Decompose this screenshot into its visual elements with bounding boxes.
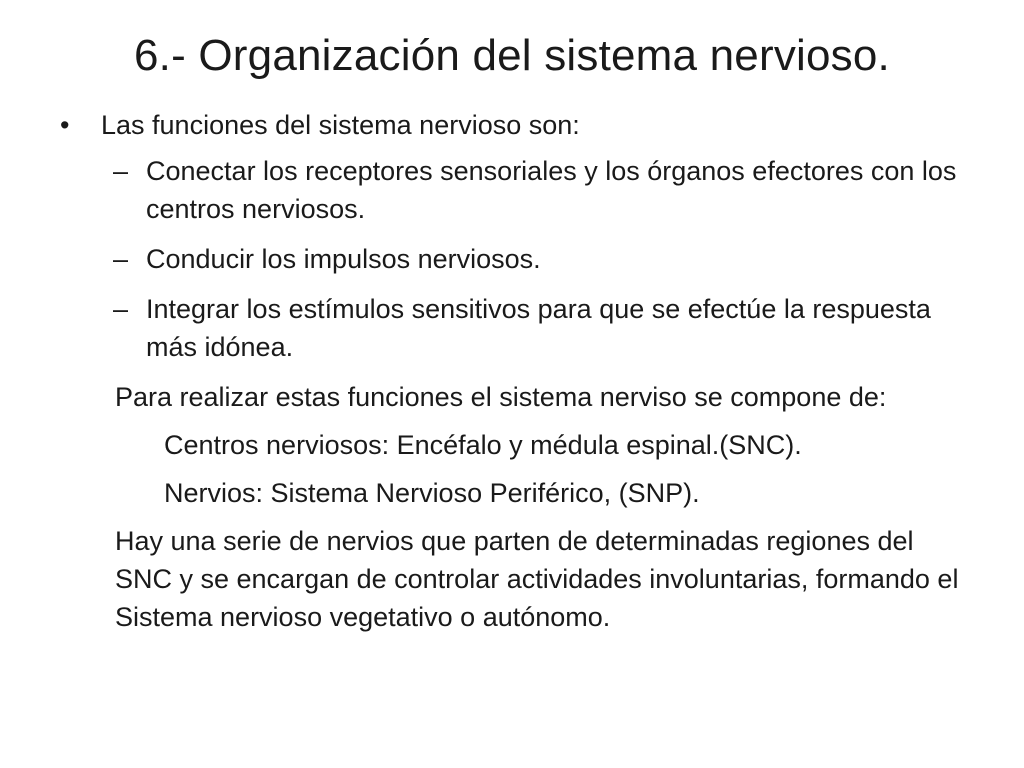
slide-title: 6.- Organización del sistema nervioso. bbox=[134, 31, 890, 80]
composition-intro: Para realizar estas funciones el sistema nerviso se compone de: bbox=[115, 382, 887, 412]
intro-text: Las funciones del sistema nervioso son: bbox=[101, 110, 580, 140]
function-text: Conectar los receptores sensoriales y los órganos efectores con los centros nerviosos. bbox=[146, 156, 957, 224]
bullet-icon: • bbox=[60, 110, 70, 140]
slide-body bbox=[60, 106, 960, 636]
function-text: Conducir los impulsos nerviosos. bbox=[146, 244, 541, 274]
dash-icon: – bbox=[113, 156, 129, 186]
function-text: Integrar los estímulos sensitivos para que se efectúe la respuesta más idónea. bbox=[146, 294, 931, 362]
component-item: Centros nerviosos: Encéfalo y médula espinal.(SNC). bbox=[164, 430, 802, 460]
sub-item-function bbox=[60, 290, 960, 366]
sub-item-function bbox=[60, 152, 960, 228]
dash-icon: – bbox=[113, 244, 129, 274]
closing-paragraph: Hay una serie de nervios que parten de determinadas regiones del SNC y se encargan de controlar actividades involuntarias, formando el Sistema nervioso vegetativo o autónomo. bbox=[115, 526, 959, 632]
component-item: Nervios: Sistema Nervioso Periférico, (SNP). bbox=[164, 478, 700, 508]
dash-icon: – bbox=[113, 294, 129, 324]
bullet-item-intro bbox=[60, 106, 960, 144]
sub-item-function bbox=[60, 240, 960, 278]
